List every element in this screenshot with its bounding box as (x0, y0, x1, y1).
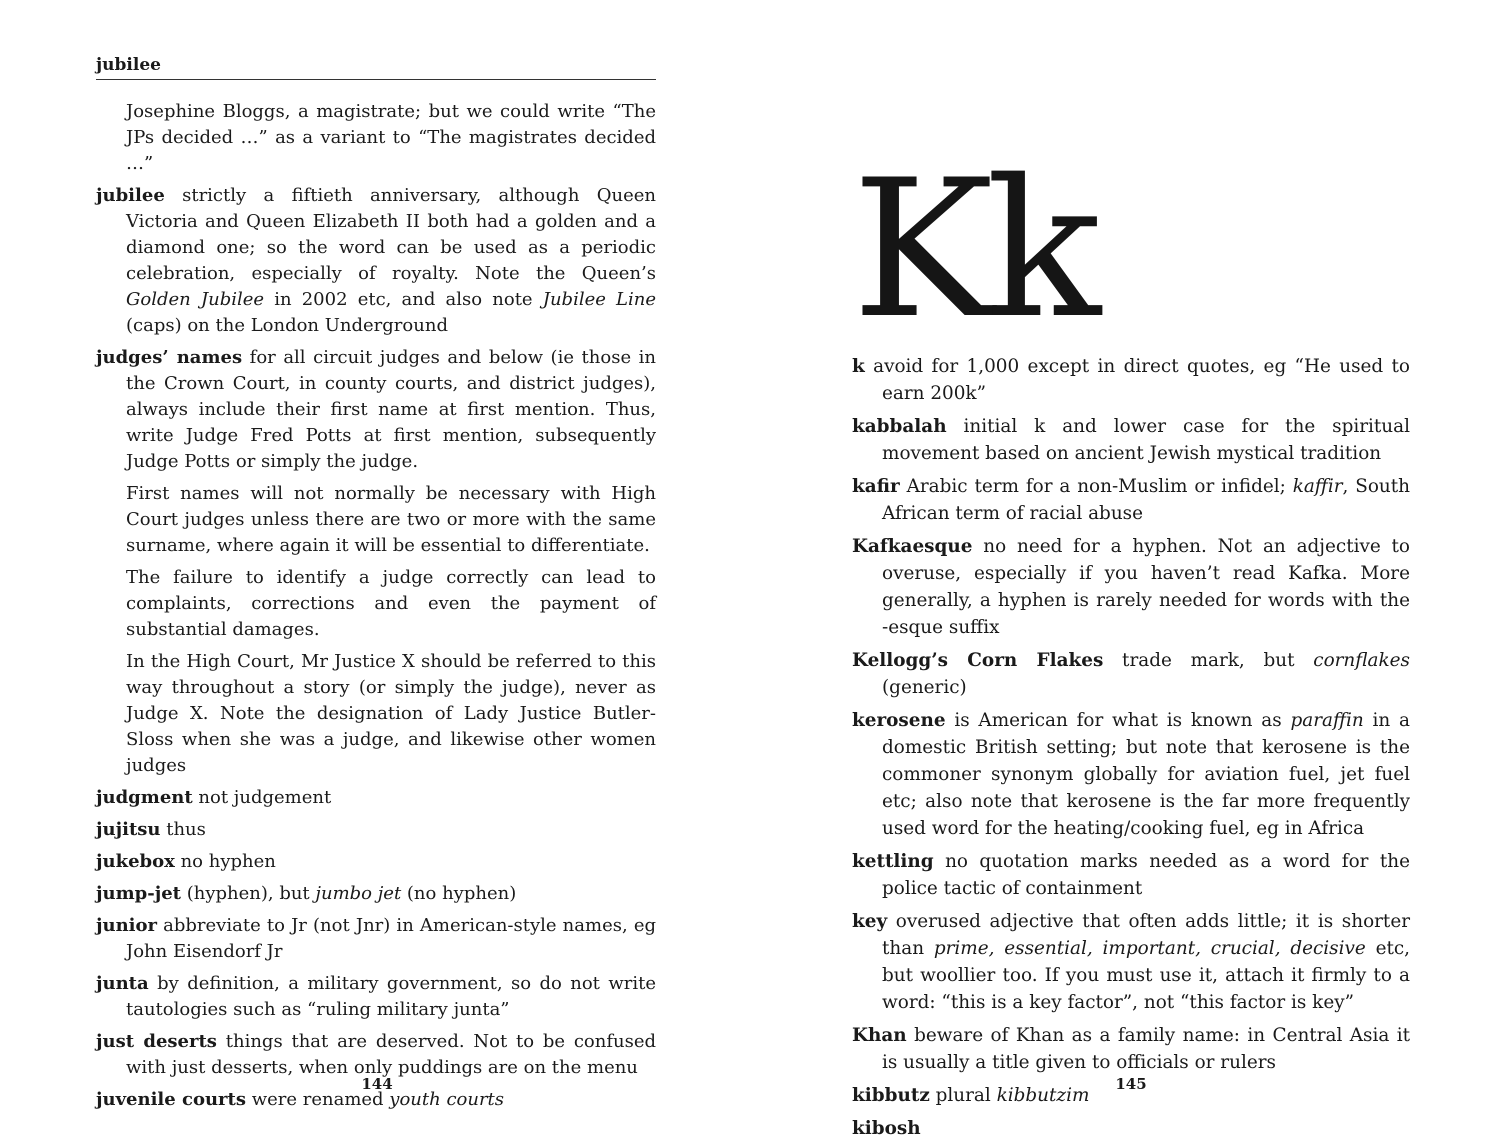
headword: Khan (852, 1025, 907, 1046)
right-page (852, 0, 1410, 1147)
entry-text: (generic) (882, 677, 967, 698)
headword: jump-jet (96, 883, 181, 904)
entry-text: for all circuit judges and below (ie those in the Crown Court, in county courts, and district judges), always include their first name at first mention. Thus, write Judge Fred Potts at first mention, subsequently Judge Potts or simply the judge. (126, 347, 656, 472)
headword: Kafkaesque (852, 536, 973, 557)
entry-text: no hyphen (174, 851, 276, 872)
continuation-text: Josephine Bloggs, a magistrate; but we could write “The JPs decided …” as a variant to “The magistrates decided …” (126, 101, 656, 174)
page-number-right: 145 (1115, 1075, 1147, 1093)
entry-paragraph: First names will not normally be necessary with High Court judges unless there are two or more with the same surname, where again it will be essential to differentiate. (126, 483, 656, 556)
headword: juvenile courts (96, 1089, 246, 1110)
headword: kettling (852, 851, 934, 872)
entry-italic: Jubilee Line (542, 289, 657, 310)
entry-italic: cornflakes (1313, 650, 1410, 671)
entry-text: initial k and lower case for the spiritual movement based on ancient Jewish mystical tradition (882, 416, 1410, 464)
entry-paragraph: The failure to identify a judge correctly can lead to complaints, corrections and even the payment of substantial damages. (126, 567, 656, 640)
headword: junior (96, 915, 158, 936)
entry-text: no quotation marks needed as a word for the police tactic of containment (882, 851, 1410, 899)
entry-text: in a domestic British setting; but note that kerosene is the commoner synonym globally for aviation fuel, jet fuel etc; also note that kerosene is the far more frequently used word for the heating/cooking fuel, eg in Africa (882, 710, 1410, 839)
entry-text: thus (160, 819, 206, 840)
entry-junior (96, 913, 656, 965)
entry-text: by definition, a military government, so do not write tautologies such as “ruling military junta” (126, 973, 656, 1020)
entry-italic: jumbo jet (315, 883, 402, 904)
headword: jubilee (96, 185, 165, 206)
entry-italic: Golden Jubilee (126, 289, 265, 310)
entry-jubilee (96, 183, 656, 339)
entry-text: (no hyphen) (401, 883, 517, 904)
headword: junta (96, 973, 149, 994)
entry-kafir (852, 473, 1410, 527)
entry-italic: youth courts (389, 1089, 505, 1110)
entry-text: Arabic term for a non-Muslim or infidel; (899, 476, 1293, 497)
entry-junta (96, 971, 656, 1023)
headword: just deserts (96, 1031, 217, 1052)
entry-jump-jet (96, 881, 656, 907)
entry-just-deserts (96, 1029, 656, 1081)
entry-k (852, 353, 1410, 407)
entry-text: is American for what is known as (945, 710, 1291, 731)
left-entries (96, 99, 656, 1119)
entry-key (852, 908, 1410, 1016)
entry-text: plural (929, 1085, 997, 1106)
entry-kettling (852, 848, 1410, 902)
left-page (96, 0, 656, 1147)
entry-judgment (96, 785, 656, 811)
entry-judges-names (96, 345, 656, 475)
right-entries (852, 353, 1410, 1148)
headword: Kellogg’s Corn Flakes (852, 650, 1104, 671)
headword: kerosene (852, 710, 946, 731)
entry-text: avoid for 1,000 except in direct quotes, eg “He used to earn 200k” (864, 356, 1410, 404)
entry-kibosh (852, 1115, 1410, 1142)
entry-text: in 2002 etc, and also note (264, 289, 543, 310)
entry-italic: kaffir (1292, 476, 1343, 497)
entry-kabbalah (852, 413, 1410, 467)
entry-text: (caps) on the London Underground (126, 315, 448, 336)
entry-kerosene (852, 707, 1410, 842)
headword: key (852, 911, 888, 932)
page-number-left: 144 (361, 1075, 393, 1093)
entry-kelloggs (852, 647, 1410, 701)
headword: kibbutz (852, 1085, 930, 1106)
running-head: jubilee (96, 54, 656, 80)
entry-text: strictly a fiftieth anniversary, although Queen Victoria and Queen Elizabeth II both had a golden and a diamond one; so the word can be used as a periodic celebration, especially of royalty. Note the Queen’s (126, 185, 656, 284)
entry-jujitsu (96, 817, 656, 843)
entry-text: trade mark, but (1103, 650, 1314, 671)
entry-text: etc, but woollier too. If you must use it, attach it firmly to a word: “this is a key factor”, not “this factor is key” (882, 938, 1411, 1013)
headword: k (852, 356, 865, 377)
entry-kafkaesque (852, 533, 1410, 641)
entry-paragraph: In the High Court, Mr Justice X should be referred to this way throughout a story (or simply the judge), never as Judge X. Note the designation of Lady Justice Butler-Sloss when she was a judge, and likewise other women judges (126, 651, 656, 776)
entry-text: no need for a hyphen. Not an adjective to overuse, especially if you haven’t read Kafka. More generally, a hyphen is rarely needed for words with the -esque suffix (882, 536, 1410, 638)
headword: judgment (96, 787, 193, 808)
entry-text: beware of Khan as a family name: in Central Asia it is usually a title given to officials or rulers (882, 1025, 1410, 1073)
entry-khan (852, 1022, 1410, 1076)
headword: judges’ names (96, 347, 243, 368)
headword: jujitsu (96, 819, 161, 840)
entry-text: not judgement (192, 787, 332, 808)
entry-text: overused adjective that often adds little; it is shorter than (882, 911, 1410, 959)
headword: kibosh (852, 1118, 921, 1139)
entry-italic: prime, essential, important, crucial, decisive (933, 938, 1366, 959)
entry-text: , South African term of racial abuse (882, 476, 1410, 524)
section-letter: Kk (852, 139, 1094, 360)
entry-text: things that are deserved. Not to be confused with just desserts, when only puddings are on the menu (126, 1031, 657, 1078)
entry-italic: paraffin (1290, 710, 1364, 731)
entry-text: (hyphen), but (180, 883, 316, 904)
headword: jukebox (96, 851, 175, 872)
entry-text: were renamed (245, 1089, 390, 1110)
entry-jukebox (96, 849, 656, 875)
headword: kabbalah (852, 416, 947, 437)
entry-text: abbreviate to Jr (not Jnr) in American-style names, eg John Eisendorf Jr (126, 915, 656, 962)
headword: kafir (852, 476, 900, 497)
entry-italic: kibbutzim (996, 1085, 1090, 1106)
